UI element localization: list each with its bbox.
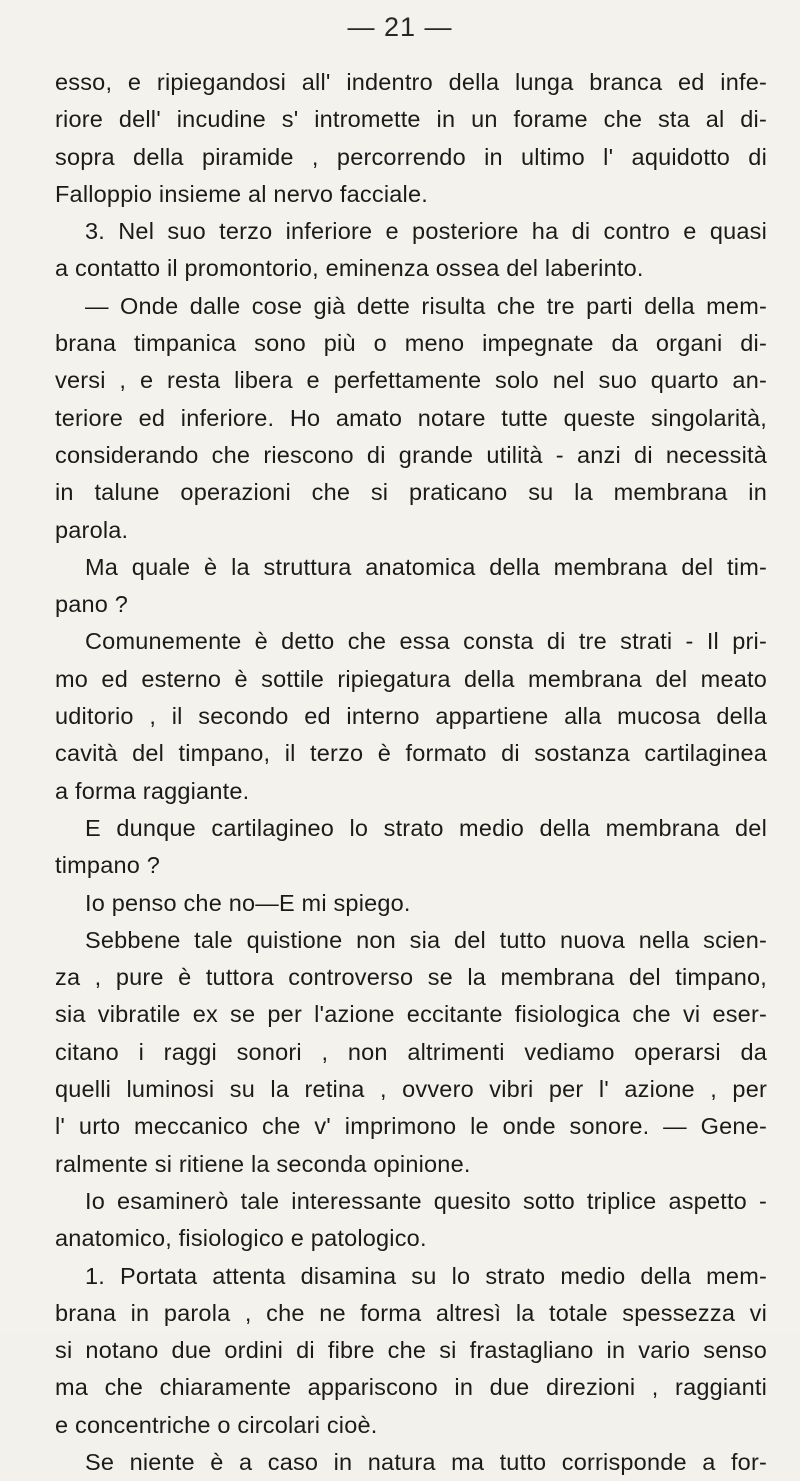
text-line: esso, e ripiegandosi all' indentro della lunga branca ed infe-: [55, 69, 767, 95]
text-line: considerando che riescono di grande utilità - anzi di necessità: [55, 441, 767, 468]
text-line: sia vibratile ex se per l'azione eccitante fisiologica che vi eser-: [55, 1001, 767, 1028]
text-line: a forma raggiante.: [55, 777, 250, 804]
text-line: Io penso che no—E mi spiego.: [85, 889, 411, 916]
text-line: mo ed esterno è sottile ripiegatura della membrana del meato: [55, 665, 767, 692]
text-line: quelli luminosi su la retina , ovvero vibri per l' azione , per: [55, 1076, 767, 1103]
text-line: in talune operazioni che si praticano su la membrana in: [55, 479, 767, 506]
text-line: a contatto il promontorio, eminenza ossea del laberinto.: [55, 255, 644, 282]
text-line: ma che chiaramente appariscono in due direzioni , raggianti: [55, 1374, 767, 1401]
text-line: — Onde dalle cose già dette risulta che tre parti della mem-: [85, 292, 767, 319]
text-line: teriore ed inferiore. Ho amato notare tutte queste singolarità,: [55, 404, 767, 431]
text-line: si notano due ordini di fibre che si frastagliano in vario senso: [55, 1337, 767, 1364]
text-line: 3. Nel suo terzo inferiore e posteriore ha di contro e quasi: [85, 218, 767, 245]
text-line: citano i raggi sonori , non altrimenti vediamo operarsi da: [55, 1038, 767, 1065]
text-line: cavità del timpano, il terzo è formato di sostanza cartilaginea: [55, 740, 767, 767]
text-line: 1. Portata attenta disamina su lo strato medio della mem-: [85, 1262, 767, 1289]
text-line: brana in parola , che ne forma altresì la totale spessezza vi: [55, 1299, 767, 1326]
page-number-header: — 21 —: [347, 12, 453, 42]
text-line: parola.: [55, 516, 129, 543]
text-line: uditorio , il secondo ed interno appartiene alla mucosa della: [55, 703, 767, 730]
text-line: Se niente è a caso in natura ma tutto corrisponde a for-: [85, 1448, 767, 1475]
body-text: [55, 64, 767, 1481]
text-line: Comunemente è detto che essa consta di tre strati - Il pri-: [85, 628, 767, 655]
text-line: Falloppio insieme al nervo facciale.: [55, 180, 428, 207]
text-line: E dunque cartilagineo lo strato medio della membrana del: [85, 814, 767, 841]
text-line: Ma quale è la struttura anatomica della membrana del tim-: [85, 553, 767, 580]
text-line: ralmente si ritiene la seconda opinione.: [55, 1150, 471, 1177]
text-line: versi , e resta libera e perfettamente solo nel suo quarto an-: [55, 367, 767, 394]
text-line: l' urto meccanico che v' imprimono le onde sonore. — Gene-: [55, 1113, 767, 1140]
text-line: timpano ?: [55, 852, 161, 879]
text-line: brana timpanica sono più o meno impegnate da organi di-: [55, 330, 767, 357]
text-line: e concentriche o circolari cioè.: [55, 1411, 378, 1438]
text-line: sopra della piramide , percorrendo in ultimo l' aquidotto di: [55, 143, 767, 170]
text-line: Io esaminerò tale interessante quesito sotto triplice aspetto -: [85, 1187, 767, 1214]
text-line: riore dell' incudine s' intromette in un forame che sta al di-: [55, 106, 767, 133]
text-line: za , pure è tuttora controverso se la membrana del timpano,: [55, 964, 767, 991]
text-line: pano ?: [55, 591, 129, 618]
text-line: anatomico, fisiologico e patologico.: [55, 1225, 427, 1252]
text-line: Sebbene tale quistione non sia del tutto nuova nella scien-: [85, 926, 767, 953]
